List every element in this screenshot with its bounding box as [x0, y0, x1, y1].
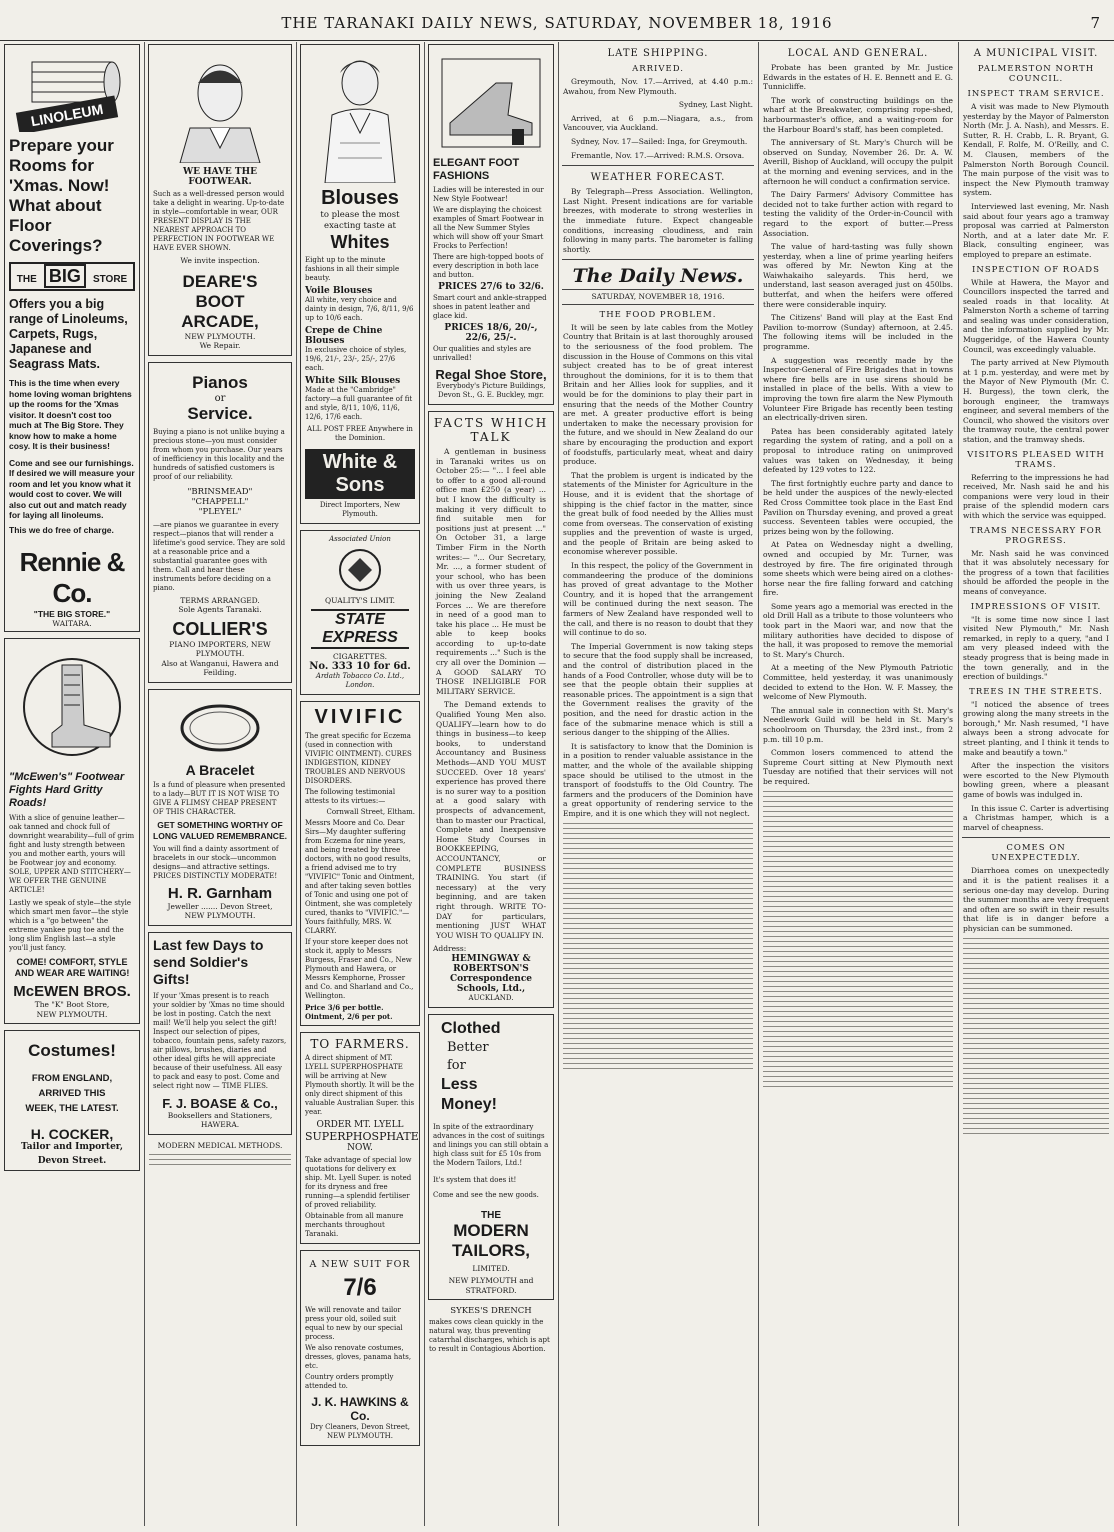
white-sons-logo: White & Sons	[305, 449, 415, 499]
comes-body: Diarrhoea comes on unexpectedly and it is the patient realises it a serious one-day may develop. During the summer months are very frequent and often are so swift in their results that life is in danger before a physician can be summoned.	[963, 866, 1109, 933]
shipping-item: Fremantle, Nov. 17.—Arrived: R.M.S. Orsova.	[571, 150, 745, 160]
weather-body: By Telegraph—Press Association. Wellington, Last Night. Present indications are for variable breezes, with moderate to strong westerlies in the immediate future. Expect changeable conditions, increasing cloudiness, and rain following in many parts. The barometer is falling shortly.	[563, 187, 753, 254]
text-filler	[149, 1154, 291, 1165]
trees-subheading: TREES IN THE STREETS.	[969, 686, 1103, 697]
local-item: The Dairy Farmers' Advisory Committee has decided not to take further action with regard to testing the validity of the Order-in-Council with regard to the export of butter.—Press Association.	[763, 190, 953, 238]
trams-body: Mr. Nash said he was convinced that it was absolutely necessary for the progress of a town that facilities should be afforded the people in the means of conveyance.	[963, 548, 1109, 596]
linoleum-roll-illustration	[12, 52, 132, 132]
hawkins-logo: J. K. HAWKINS & Co.	[311, 1395, 409, 1423]
modern-tailors-ad	[428, 1014, 554, 1301]
tailors-location: NEW PLYMOUTH and STRATFORD.	[448, 1276, 534, 1295]
mcewens-location: NEW PLYMOUTH.	[36, 1009, 108, 1019]
pianos-body: Buying a piano is not unlike buying a precious stone—you must consider from whom you purchase. Our years of inefficiency in this locality and the hundreds of satisfied customers is proof of our reliability.	[153, 427, 285, 481]
regal-qualities: Our qualities and styles are unrivalled!	[433, 345, 532, 362]
boase-logo: F. J. BOASE & Co.,	[162, 1095, 278, 1111]
white-sons-sub: Direct Importers, New Plymouth.	[319, 501, 401, 518]
cocker-ad	[4, 1030, 140, 1171]
tailors-name: TAILORS,	[451, 1240, 531, 1260]
column-5	[560, 42, 756, 1526]
column-1	[2, 42, 142, 1526]
associated-union: Associated Union	[329, 535, 391, 543]
state-express-logo: STATE EXPRESS	[311, 609, 409, 649]
free-charge-text: This we do free of charge.	[9, 524, 114, 535]
bracelet-body-2: You will find a dainty assortment of bracelets in our stock—uncommon designs—and attractive settings. PRICES DISTINCTLY MODERATE!	[153, 844, 279, 880]
local-item: A suggestion was recently made by the Inspector-General of Fire Brigades that in towns where fire bells are in use sirens should be installed in place of the bells. With a view to improving the town fire alarm the New Plymouth Volunteer Fire Brigade has recently been testing an electrically-driven siren.	[763, 355, 953, 423]
shipping-dateline: Sydney, Last Night.	[678, 100, 753, 110]
terms-text: TERMS ARRANGED.	[180, 595, 260, 605]
prepare-headline: Prepare your Rooms for 'Xmas. Now! What about Floor Coverings?	[9, 136, 114, 255]
brand-chappell: "CHAPPELL"	[191, 496, 249, 507]
boot-illustration	[22, 647, 122, 767]
tailors-the: THE	[481, 1209, 501, 1221]
soldier-gifts-body: If your 'Xmas present is to reach your soldier by 'Xmas no time should be lost in posting. Catch the next mail! We'll help you select the gift! Inspect our selection of pipes, tobacco, fountain pens, safety razors, air pillows, brushes, diaries and other ideal gifts he will appreciate because of their usefulness. All easy to pack and easy to post. Come and select right now — TIME FLIES.	[153, 991, 287, 1090]
bracelet-body: Is a fund of pleasure when presented to a lady—BUT IT IS NOT WISE TO GIVE A FLIMSY CHEAP PRESENT OF THIS CHARACTER.	[153, 780, 286, 816]
column-rule	[958, 42, 959, 1526]
food-body-4: The Imperial Government is now taking steps to secure that the food supply shall be increased, and the control of distribution placed in the hands of a Food Controller, whose duty will be to see that the people obtain their supplies at reasonable prices. The appointment is a sign that the Government realises the gravity of the position, and the need for drastic action in the face of the submarine menace which is still a serious danger to the shipping of the Allies.	[563, 641, 753, 738]
regal-prices-2: PRICES 18/6, 20/-, 22/6, 25/-.	[444, 323, 538, 343]
garnham-ad	[148, 689, 292, 926]
masthead	[0, 0, 1114, 41]
vivific-logo: VIVIFIC	[314, 706, 406, 728]
superphosphate-text: SUPERPHOSPHATE	[305, 1130, 419, 1143]
vivific-price: Price 3/6 per bottle. Ointment, 2/6 per pot.	[305, 1003, 393, 1021]
rennie-location: WAITARA.	[52, 618, 92, 628]
facts-headline: FACTS WHICH TALK	[433, 416, 549, 444]
facts-body: A gentleman in business in Taranaki writes us on October 25:— "... I feel able to offer to a good all-round office man £250 (a year) ... but I know the difficulty is making it very difficult to find suitable men for positions just at present ..." On October 31, a large Timber Firm in the North writes:— "... Our Secretary, Mr. ..., a former student of your school, who has been with us over three years, is joining the New Zealand Forces ... We are therefore in need of a good man to take his place ... He must be able to keep books according to up-to-date requirements ..." Such is the cry all over the Dominion —A GOOD SALARY TO THOSE INELIGIBLE FOR MILITARY SERVICE.	[436, 447, 546, 696]
mcewens-body-2: Lastly we speak of style—the style which smart men favor—the style which is a "go between" the extreme yankee pug toe and the long slim English last—a style you'll just fancy.	[9, 899, 132, 952]
local-item: At Patea on Wednesday night a dwelling, owned and occupied by Mr. Turner, was destroyed by fire. The fire originated through some sheets which were being aired on a clothes-horse near the fire falling forward and catching fire.	[763, 540, 953, 598]
logo-the: THE	[16, 274, 37, 285]
regal-body-3: Smart court and ankle-strapped shoes in patent leather and glace kid.	[433, 294, 547, 320]
big-store-body: This is the time when every home loving woman brightens up the rooms for the 'Xmas visitor. It doesn't cost too much at The Big Store. They know how to make a home cosy. It is their business!	[9, 378, 132, 451]
vivific-ad	[300, 701, 420, 1026]
suit-body-3: Country orders promptly attended to.	[305, 1373, 394, 1390]
blouses-sub: to please the most exacting taste at	[320, 210, 400, 231]
pianos-or: or	[214, 392, 226, 404]
regal-ad	[428, 44, 554, 405]
facts-address-label: Address:	[433, 944, 467, 954]
cocker-address: Devon Street.	[37, 1156, 107, 1166]
cocker-trade: Tailor and Importer,	[20, 1142, 124, 1152]
big-store-body-2: Come and see our furnishings. If desired we will measure your room and let you know what it would cost to cover. We will also cut out and match ready for laying all linoleums.	[9, 457, 135, 520]
local-general-heading: LOCAL AND GENERAL.	[787, 48, 929, 59]
mcewen-bros-logo: McEWEN BROS.	[13, 983, 131, 1000]
blouses-headline: Blouses	[321, 187, 399, 209]
suit-body: We will renovate and tailor press your old, soiled suit equal to new by our special process.	[305, 1306, 403, 1341]
boase-trade: Booksellers and Stationers,	[167, 1110, 273, 1120]
colliers-ad	[148, 362, 292, 683]
soldier-gifts-headline: Last few Days to send Soldier's Gifts!	[153, 936, 264, 987]
ardath-label: Ardath Tobacco Co. Ltd., London.	[315, 672, 405, 689]
food-body: It will be seen by late cables from the Motley Country that Britain is at last thoroughly aroused to the seriousness of the food problem. The discussion in the House of Commons on this vital subject created has to be of great interest throughout the dominions, for it is to them that Britain and her Allies look for supplies, and it would be for the dominions to play their part in ensuring that the needs of the Mother Country are met. A greater productive effort is being undertaken to make the necessary provision for the future, and we should in New Zealand do our share by encouraging the production and export of foodstuffs, particularly meat, wheat and dairy produce.	[563, 322, 753, 467]
crepe-body: In exclusive choice of styles, 19/6, 21/-, 23/-, 25/-, 27/6 each.	[305, 346, 407, 372]
local-item: The anniversary of St. Mary's Church will be observed on Sunday, November 26. Dr. A. W. Averill, Bishop of Auckland, will occupy the pulpit at the morning and evening services, and in the afternoon he will conduct a confirmation service.	[763, 138, 953, 186]
mcewens-slogan: COME! COMFORT, STYLE AND WEAR ARE WAITING!	[14, 957, 130, 978]
municipal-body-2: Interviewed last evening, Mr. Nash said about four years ago a tramway proposal was carried at Palmerston North, and at a later date Mr. F. Black, consulting engineer, was employed to prepare an estimate.	[963, 201, 1109, 259]
vivific-body-2: The following testimonial attests to its virtues:—	[305, 788, 396, 805]
local-item: Common losers commenced to attend the Supreme Court sitting at New Plymouth next Tuesday are notified that their services will not be required.	[763, 748, 953, 786]
food-problem-heading: THE FOOD PROBLEM.	[599, 309, 717, 320]
colliers-branches: Also at Wanganui, Hawera and Feilding.	[161, 658, 279, 677]
roads-body-2: The party arrived at New Plymouth at 1 p.m. yesterday, and were met by the Mayor of New Plymouth (Mr. C. H. Burgess), the town clerk, the borough engineer, the tramways engineer, and several members of the Council, who showed the visitors over the tramway route, the central power station, and the tramway sheds.	[963, 358, 1109, 444]
tailors-modern: MODERN	[453, 1220, 529, 1240]
impressions-subheading: IMPRESSIONS OF VISIT.	[970, 601, 1102, 612]
shipping-item: Arrived, at 6 p.m.—Niagara, a.s., from Vancouver, via Auckland.	[563, 113, 753, 133]
money-text: Money!	[441, 1095, 497, 1113]
tailors-come: Come and see the new goods.	[433, 1190, 539, 1199]
regal-building: Everybody's Picture Buildings,	[436, 382, 546, 390]
local-item: Patea has been considerably agitated lately regarding the system of rating, and a poll on a proposal to introduce rating on unimproved values was taken on Wednesday, it being defeated by 129 votes to 122.	[763, 426, 953, 475]
garnham-logo: H. R. Garnham	[167, 884, 273, 902]
column-rule	[758, 42, 759, 1526]
pn-council-subheading: PALMERSTON NORTH COUNCIL.	[977, 64, 1095, 84]
logo-big: BIG	[44, 264, 86, 288]
voile-body: All white, very choice and dainty in design, 7/6, 8/11, 9/6 up to 10/6 each.	[305, 296, 414, 322]
roads-subheading: INSPECTION OF ROADS	[972, 264, 1100, 275]
suit-price: 7/6	[343, 1274, 377, 1301]
local-item: The value of hard-tasting was fully shown yesterday, when a line of prime yearling heifers was offered by Mr. Newton King at the Waiwhakaiho saleyards. This herd, we understand, last season averaged just on 450lbs. butterfat, and when the heifers were offered there were considerable inquiry.	[763, 242, 953, 309]
regal-ladies: Ladies will be interested in our New Style Footwear!	[433, 186, 544, 203]
deares-repair: We Repair.	[199, 341, 241, 350]
suit-body-2: We also renovate costumes, dresses, gloves, panama hats, etc.	[305, 1344, 412, 1370]
elegant-footwear-headline: ELEGANT FOOT FASHIONS	[433, 157, 520, 182]
big-store-ad	[4, 44, 140, 632]
hawkins-ad	[300, 1250, 420, 1446]
state-express-ad	[300, 530, 420, 695]
newspaper-title: THE TARANAKI DAILY NEWS, SATURDAY, NOVEMBER 18, 1916	[281, 14, 833, 32]
from-england-text: FROM ENGLAND, ARRIVED THIS WEEK, THE LATEST.	[25, 1073, 119, 1114]
local-item: The annual sale in connection with St. Mary's Needlework Guild will be held in St. Mary's schoolroom on Thursday, the 23rd inst., from 2 p.m. till 10 p.m.	[763, 705, 953, 744]
column-rule	[296, 42, 297, 1526]
sole-agents: Sole Agents Taranaki.	[178, 605, 262, 614]
food-body-3: In this respect, the policy of the Government in commandeering the produce of the dominions has proved of great advantage to the Mother Country, and it is hoped that the arrangement will be continued during the next season. The farmers of New Zealand have responded well to the call, and there is no reason to doubt that they will continue to do so.	[563, 561, 753, 638]
deares-body: Such as a well-dressed person would take a delight in wearing. Up-to-date in style—comfortable in wear, OUR PRESENT DISPLAY IS THE NEAREST APPROACH TO PERFECTION IN FOOTWEAR WE HAVE EVER SHOWN.	[153, 190, 285, 252]
garnham-address: Jeweller ....... Devon Street,	[167, 901, 273, 911]
editorial-date: SATURDAY, NOVEMBER 18, 1916.	[591, 292, 725, 302]
late-shipping-heading: LATE SHIPPING.	[607, 48, 709, 59]
regal-prices-1: PRICES 27/6 to 32/6.	[438, 282, 544, 292]
comes-unexpectedly-heading: COMES ON UNEXPECTEDLY.	[991, 843, 1081, 864]
trees-body: "I noticed the absence of trees growing along the many streets in the borough," Mr. Nash resumed, "I have always been a strong advocate for street planting, and I think it tends to make and beautify a town."	[963, 699, 1109, 757]
trees-body-3: In this issue C. Carter is advertising a Christmas hamper, which is a marvel of cheapness.	[963, 803, 1109, 832]
man-portrait-illustration	[160, 53, 280, 163]
product-number: No. 333	[309, 661, 353, 672]
column-3	[298, 42, 422, 1526]
cocker-name: H. COCKER,	[30, 1126, 114, 1142]
regal-manager: Devon St., G. E. Buckley, mgr.	[438, 391, 544, 399]
food-body-2: That the problem is urgent is indicated by the statements of the Minister for Agriculture in the House, and it is evident that the shortage of shipping is the chief factor in the matter, since the great bulk of food needed by the Allies must come from overseas. The conservation of existing supplies and the prevention of waste is urged, and the people of Britain are being asked to economise wherever possible.	[563, 470, 753, 557]
trams-necessary-subheading: TRAMS NECESSARY FOR PROGRESS.	[969, 525, 1103, 546]
k-boot-store: The "K" Boot Store,	[34, 1000, 110, 1009]
crepe-heading: Crepe de Chine Blouses	[305, 326, 383, 346]
silk-body: Made at the "Cambridge" factory—a full guarantee of fit and style, 8/11, 10/6, 11/6, 12/6, 17/6 each.	[305, 386, 413, 421]
linoleum-label: LINOLEUM	[29, 100, 105, 130]
weather-heading: WEATHER FORECAST.	[590, 172, 726, 184]
hawkins-address: Dry Cleaners, Devon Street, NEW PLYMOUTH.	[309, 1423, 411, 1440]
deares-arcade: ARCADE,	[181, 311, 259, 331]
hemingway-ad	[428, 411, 554, 1008]
less-text: Less	[441, 1075, 478, 1093]
whites-name: Whites	[330, 232, 390, 252]
union-emblem-icon	[330, 548, 390, 592]
pianos-headline: Pianos	[192, 372, 248, 392]
mcewens-body: With a slice of genuine leather—oak tanned and chock full of downright wearability—full of grim fight and lusty strength between you and mother earth, yours will be Footwear joy and economy. SOLE, UPPER AND STITCHERY—WE OFFER THE GENUINE ARTICLE!	[9, 814, 135, 894]
clothed-text: Clothed	[441, 1019, 501, 1037]
voile-heading: Voile Blouses	[305, 286, 373, 296]
vivific-address: Cornwall Street, Eltham.	[326, 808, 415, 816]
offers-text: Offers you a big range of Linoleums, Carpets, Rugs, Japanese and Seagrass Mats.	[9, 297, 128, 371]
cigarettes-label: CIGARETTES.	[332, 651, 388, 661]
visitors-body: Referring to the impressions he had received, Mr. Nash said he and his companions were very loud in their praise of the splendid modern cars with which the service was equipped.	[963, 472, 1109, 520]
tailors-limited: LIMITED.	[472, 1263, 510, 1273]
daily-news-nameplate: The Daily News.	[572, 265, 744, 288]
tram-service-subheading: INSPECT TRAM SERVICE.	[967, 89, 1105, 99]
text-filler	[563, 823, 753, 1069]
hemingway-location: AUCKLAND.	[468, 993, 514, 1002]
farmers-body-2: Take advantage of special low quotations for delivery ex ship. Mt. Lyell Super. is noted for its dryness and free running—a splendid fertiliser of proved reliability.	[305, 1156, 412, 1209]
better-text: Better	[447, 1039, 489, 1055]
column-rule	[424, 42, 425, 1526]
mcewens-ad	[4, 638, 140, 1024]
order-text: ORDER MT. LYELL	[316, 1120, 404, 1130]
pianos-body-2: —are pianos we guarantee in every respect—pianos that will render a lifetime's good service. They are sold at a reasonable price and a substantial guarantee goes with them. Call and hear these instruments before deciding on a piano.	[153, 520, 286, 592]
text-filler	[763, 791, 953, 1087]
brand-pleyel: "PLEYEL"	[198, 506, 242, 517]
regal-body-2: There are high-topped boots of every description in both lace and button.	[433, 253, 544, 279]
local-item: At a meeting of the New Plymouth Patriotic Committee, held yesterday, it was unanimously decided to extend to the Hon. W. F. Massey, the welcome of New Plymouth.	[763, 663, 953, 702]
page-number: 7	[1090, 14, 1100, 32]
quality-limit: QUALITY'S LIMIT.	[324, 596, 395, 605]
column-7	[960, 42, 1112, 1526]
tailors-system: It's system that does it!	[433, 1175, 517, 1184]
woman-blouse-illustration	[310, 53, 410, 183]
product-price: 10 for 6d.	[356, 661, 411, 672]
mcewens-headline: "McEwen's" Footwear Fights Hard Gritty Roads!	[9, 771, 125, 809]
local-item: Some years ago a memorial was erected in the old Drill Hall as a tribute to those volunteers who took part in the Maori war, and now that the military authorities have decided to dispose of the hall, it was proposed to remove the memorial to St. Mary's Church.	[763, 601, 953, 659]
bracelet-headline: A Bracelet	[185, 761, 255, 778]
costumes-headline: Costumes!	[28, 1041, 116, 1060]
tailors-body: In spite of the extraordinary advances in the cost of suitings and linings you can still obtain a high class suit for £5 10s from the Modern Tailors, Ltd.!	[433, 1122, 549, 1167]
deares-invite: We invite inspection.	[180, 256, 260, 265]
sykes-body: makes cows clean quickly in the natural way, thus preventing catarrhal discharges, which is apt to result in Contagious Abortion.	[429, 1318, 550, 1354]
impressions-body: "It is some time now since I last visited New Plymouth," Mr. Nash remarked, in reply to a query, "and I am very pleased indeed with the steady progress that is being made in the town generally, and in the erection of buildings."	[963, 614, 1109, 682]
service-headline: Service.	[187, 403, 253, 423]
text-filler	[963, 938, 1109, 1134]
whites-intro: Eight up to the minute fashions in all their simple beauty.	[305, 256, 400, 282]
deares-ad	[148, 44, 292, 356]
big-store-logo	[9, 262, 135, 291]
local-item: The work of constructing buildings on the wharf at the Breakwater, comprising rope-shed, harbourmaster's office, and a waiting-room for the Harbour Board's staff, has been completed.	[763, 95, 953, 134]
rennie-tagline: "THE BIG STORE."	[33, 608, 111, 619]
food-body-5: It is satisfactory to know that the Dominion is in a position to render valuable assistance in the matter, and the whole of the available shipping space should be utilised to the utmost in the transport of foodstuffs to the Old Country. The farmers and the producers of the Dominion have a great opportunity of rendering service to the Empire, and it is one which they will not neglect.	[563, 741, 753, 818]
deares-logo: DEARE'S	[182, 271, 258, 291]
regal-body: We are displaying the choicest examples of Smart Footwear in all the New Summer Styles which will show off your Smart Frocks to Perfection!	[433, 206, 544, 250]
ladies-shoe-illustration	[436, 53, 546, 153]
logo-store: STORE	[92, 274, 128, 285]
silk-heading: White Silk Blouses	[305, 376, 401, 386]
column-rule	[558, 42, 559, 1526]
roads-body: While at Hawera, the Mayor and Councillors inspected the tarred and sealed roads in that locality. At Palmerston North a scheme of tarring and sealing was under consideration, and the information supplied by Mr. Muggeridge, of the Hawera County Council, was exceedingly valuable.	[963, 277, 1109, 354]
trees-body-2: After the inspection the visitors were escorted to the New Plymouth bowling green, where a pleasant game of bowls was indulged in.	[963, 761, 1109, 800]
vivific-body: The great specific for Eczema (used in connection with VIVIFIC OINTMENT). CURES INDIGESTION, KIDNEY TROUBLES AND NERVOUS DISORDERS.	[305, 732, 412, 785]
now-text: NOW.	[347, 1143, 373, 1153]
brand-brinsmead: "BRINSMEAD"	[187, 486, 253, 497]
farmers-ad	[300, 1032, 420, 1244]
bracelet-slogan: GET SOMETHING WORTHY OF LONG VALUED REMEMBRANCE.	[153, 819, 287, 841]
vivific-testimonial: Messrs Moore and Co. Dear Sirs—My daughter suffering from Eczema for nine years, and being treated by three doctors, with no good results, a friend advised me to try "VIVIFIC" Tonic and Ointment, and after taking seven bottles of Tonic and using one pot of Ointment, she was completely cured, thanks to "VIVIFIC."—Yours faithfully, MRS. W. CLARRY.	[305, 819, 415, 935]
boase-ad	[148, 932, 292, 1135]
farmers-obtain: Obtainable from all manure merchants throughout Taranaki.	[305, 1212, 404, 1238]
column-2	[146, 42, 294, 1526]
colliers-logo: COLLIER'S	[172, 618, 268, 639]
facts-body-2: The Demand extends to Qualified Young Men also. QUALIFY—learn how to do things in business—to keep books, to understand Accountancy and Business Methods—AND YOU MUST SUCCEED. Over 18 years' experience has proved there is no surer way to a position at a good salary with prospects of advancement, than to master our Practical, Complete and Inexpensive Home Study Courses in BOOKKEEPING, ACCOUNTANCY, or COMPLETE BUSINESS TRAINING. You start (if necessary) at the very beginning, and are taken right through. WRITE TO-DAY for particulars, mentioning JUST WHAT YOU WISH TO QUALIFY IN.	[436, 700, 546, 940]
farmers-headline: TO FARMERS.	[310, 1037, 410, 1051]
local-item: The Citizens' Band will play at the East End Pavilion to-morrow (Sunday) afternoon, at 2.45. The following items will be included in the programme.	[763, 313, 953, 352]
arrived-subheading: ARRIVED.	[632, 64, 684, 74]
sykes-headline: SYKES'S DRENCH	[450, 1306, 532, 1317]
municipal-visit-heading: A MUNICIPAL VISIT.	[973, 48, 1099, 59]
municipal-body: A visit was made to New Plymouth yesterday by the Mayor of Palmerston North (Mr. J. A. Nash), and Messrs. E. Sutter, R. H. Crabb, L. R. Bryant, G. Kendall, F. Rolfe, M. O'Reilly, and C. M. Clausen, members of the Palmerston North Borough Council. The main purpose of the visit was to inspect the New Plymouth tramway system.	[963, 102, 1109, 198]
garnham-location: NEW PLYMOUTH.	[184, 911, 256, 920]
bracelet-illustration	[175, 698, 265, 758]
vivific-stockists: If your store keeper does not stock it, apply to Messrs Burgess, Fraser and Co., New Plymouth and Hawera, or Messrs Kemphorne, Prosser and Co. and Sharland and Co., Wellington.	[305, 938, 414, 1000]
new-suit-headline: A NEW SUIT FOR	[309, 1259, 411, 1270]
local-item: Probate has been granted by Mr. Justice Edwards in the estates of H. E. Bennett and E. G. Tunnicliffe.	[763, 63, 953, 92]
post-free: ALL POST FREE Anywhere in the Dominion.	[307, 425, 413, 442]
deares-boot: BOOT	[195, 291, 245, 311]
shipping-item: Sydney, Nov. 17—Sailed: Inga, for Greymouth.	[571, 136, 748, 146]
visitors-subheading: VISITORS PLEASED WITH TRAMS.	[967, 449, 1105, 470]
farmers-body: A direct shipment of MT. LYELL SUPERPHOSPHATE will be arriving at New Plymouth shortly. It will be the only direct shipment of this valuable Australian Super. this year.	[305, 1054, 415, 1116]
shipping-item: Greymouth, Nov. 17.—Arrived, at 4.40 p.m.: Awahou, from New Plymouth.	[563, 77, 753, 96]
local-item: The first fortnightly euchre party and dance to be held under the auspices of the newly-elected Red Cross Committee took place in the East End Pavilion on Thursday evening, and proved a great success. Seventeen tables were occupied, the prizes being won by the following.	[763, 478, 953, 536]
column-4	[426, 42, 556, 1526]
deares-headline: WE HAVE THE FOOTWEAR.	[183, 167, 257, 187]
for-text: for	[447, 1057, 466, 1073]
boase-location: HAWERA.	[200, 1120, 240, 1129]
column-6	[760, 42, 956, 1526]
hemingway-logo: HEMINGWAY & ROBERTSON'S Correspondence Schools, Ltd.,	[449, 953, 533, 994]
column-rule	[144, 42, 145, 1526]
rennie-logo: Rennie & Co.	[19, 546, 125, 608]
deares-location: NEW PLYMOUTH.	[184, 331, 256, 341]
regal-logo: Regal Shoe Store,	[435, 367, 547, 382]
whites-ad	[300, 44, 420, 524]
colliers-sub: PIANO IMPORTERS, NEW PLYMOUTH.	[169, 639, 271, 658]
modern-medical-headline: MODERN MEDICAL METHODS.	[157, 1140, 283, 1150]
